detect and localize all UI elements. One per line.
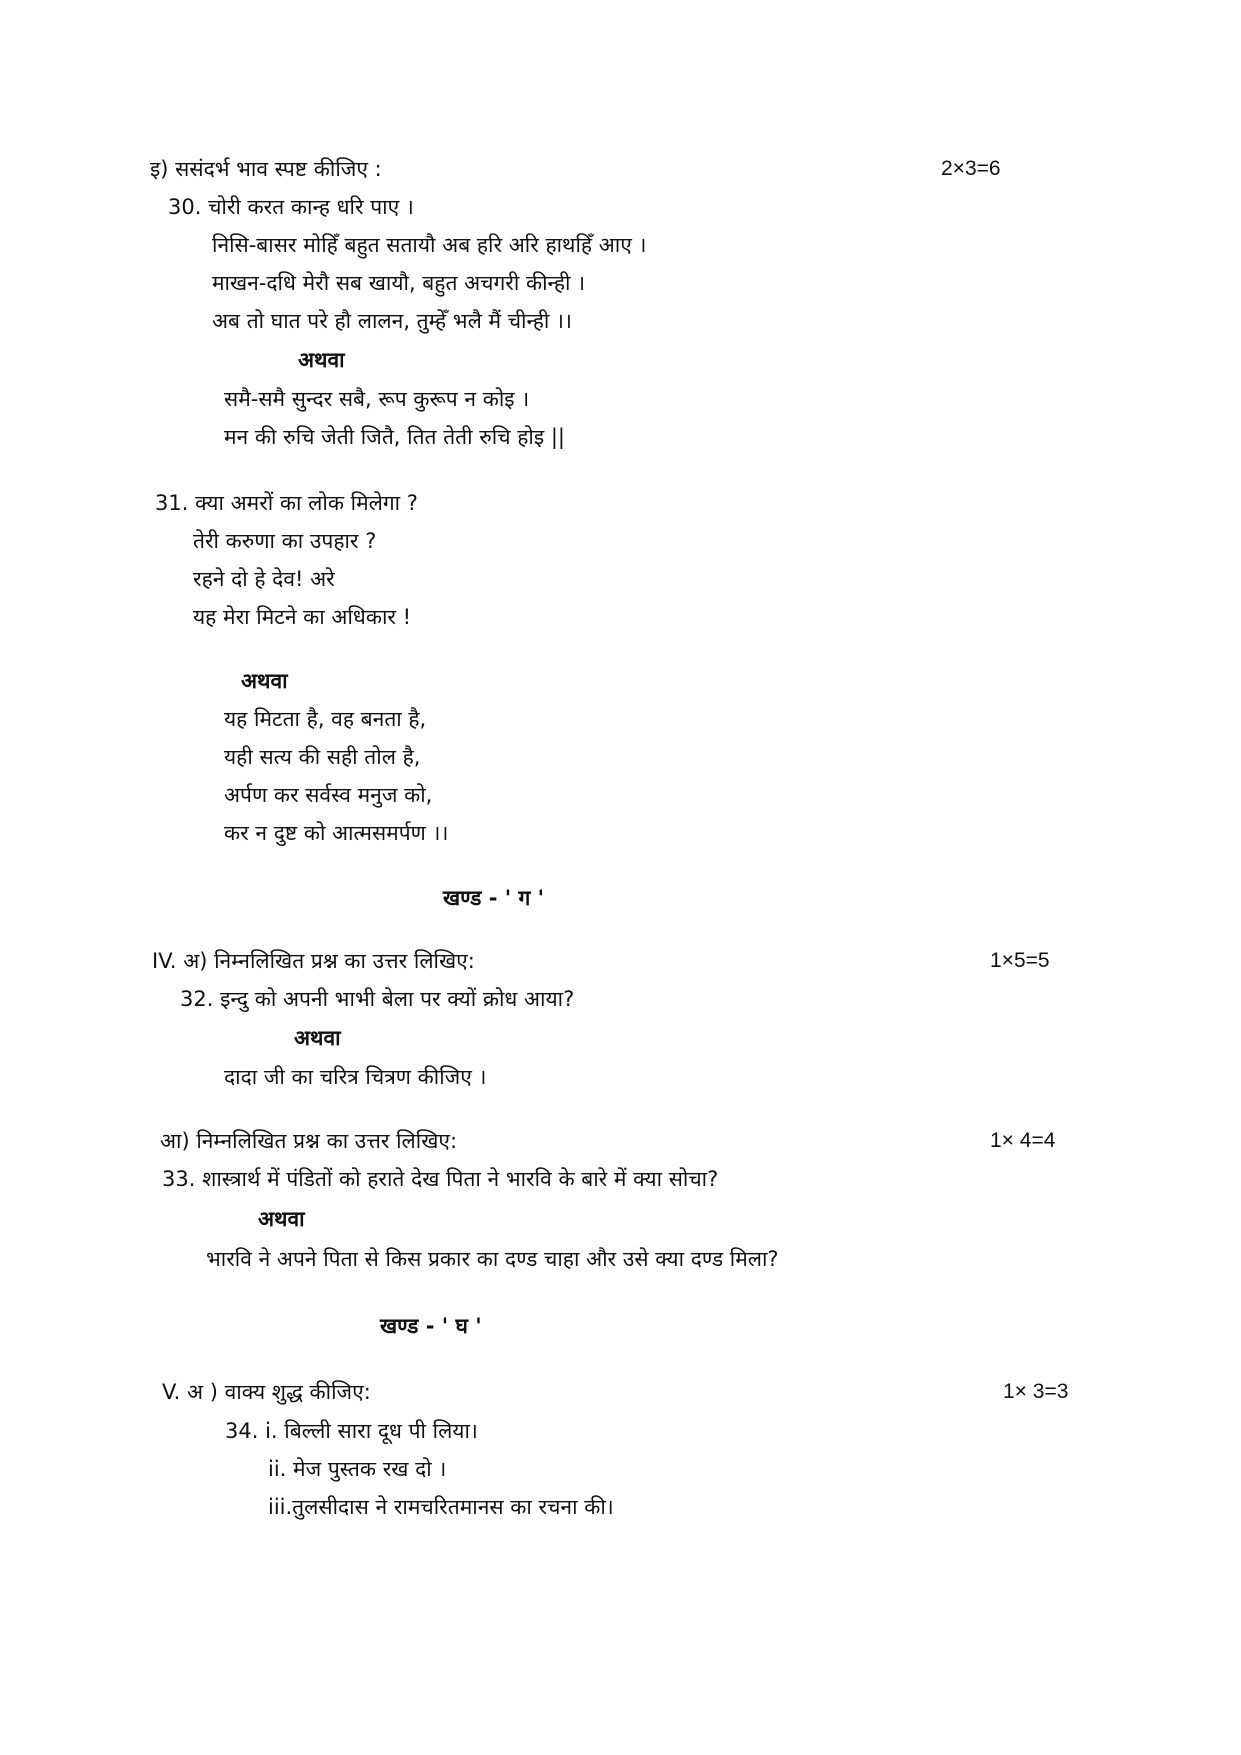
q30-line-2: निसि-बासर मोहिँ बहुत सतायौ अब हरि अरि हाथहिँ आए । <box>212 233 647 257</box>
q34-item-2: ii. मेज पुस्तक रख दो । <box>268 1457 447 1481</box>
q30-line-3: माखन-दधि मेरौ सब खायौ, बहुत अचगरी कीन्ही । <box>212 271 586 295</box>
q34-item-1: 34. i. बिल्ली सारा दूध पी लिया। <box>225 1419 478 1443</box>
q30-line-1: 30. चोरी करत कान्ह धरि पाए । <box>168 195 414 219</box>
q31-alt-line-3: अर्पण कर सर्वस्व मनुज को, <box>224 783 433 807</box>
q32-or-label: अथवा <box>294 1026 341 1050</box>
section-ga-a-marks: 1×5=5 <box>990 949 1050 972</box>
q31-or-label: अथवा <box>241 669 288 693</box>
q30-line-4: अब तो घात परे हौ लालन, तुम्हेँ भलै मैं चीन्ही ।। <box>212 309 572 333</box>
section-gha-title: खण्ड - ' घ ' <box>380 1314 482 1338</box>
section-gha-a-marks: 1× 3=3 <box>1003 1380 1069 1403</box>
q30-alt-line-2: मन की रुचि जेती जितै, तित तेती रुचि होइ || <box>224 425 565 449</box>
section-ga-title: खण्ड - ' ग ' <box>443 886 545 910</box>
section-ga-aa-marks: 1× 4=4 <box>990 1129 1056 1152</box>
q31-line-4: यह मेरा मिटने का अधिकार ! <box>193 605 412 629</box>
section-ga-a-heading: IV. अ) निम्नलिखित प्रश्न का उत्तर लिखिए: <box>152 949 475 973</box>
q31-alt-line-4: कर न दुष्ट को आत्मसमर्पण ।। <box>224 821 449 845</box>
q33-alt: भारवि ने अपने पिता से किस प्रकार का दण्ड चाहा और उसे क्या दण्ड मिला? <box>206 1247 779 1271</box>
q33-question: 33. शास्त्रार्थ में पंडितों को हराते देख पिता ने भारवि के बारे में क्या सोचा? <box>162 1167 719 1191</box>
section-e-marks: 2×3=6 <box>941 157 1001 180</box>
q30-alt-line-1: समै-समै सुन्दर सबै, रूप कुरूप न कोइ । <box>224 387 530 411</box>
q33-or-label: अथवा <box>258 1207 305 1231</box>
q32-question: 32. इन्दु को अपनी भाभी बेला पर क्यों क्रोध आया? <box>180 987 575 1011</box>
q31-line-3: रहने दो हे देव! अरे <box>193 567 335 591</box>
q34-item-3: iii.तुलसीदास ने रामचरितमानस का रचना की। <box>268 1495 614 1519</box>
section-gha-a-heading: V. अ ) वाक्य शुद्ध कीजिए: <box>162 1380 371 1404</box>
q30-or-label: अथवा <box>298 348 345 372</box>
q31-alt-line-2: यही सत्य की सही तोल है, <box>224 745 421 769</box>
q31-line-1: 31. क्या अमरों का लोक मिलेगा ? <box>155 491 418 515</box>
q31-line-2: तेरी करुणा का उपहार ? <box>193 529 377 553</box>
section-ga-aa-heading: आ) निम्नलिखित प्रश्न का उत्तर लिखिए: <box>160 1129 458 1153</box>
q32-alt: दादा जी का चरित्र चित्रण कीजिए । <box>224 1065 487 1089</box>
q31-alt-line-1: यह मिटता है, वह बनता है, <box>224 707 427 731</box>
section-e-heading: इ) ससंदर्भ भाव स्पष्ट कीजिए : <box>150 157 382 181</box>
